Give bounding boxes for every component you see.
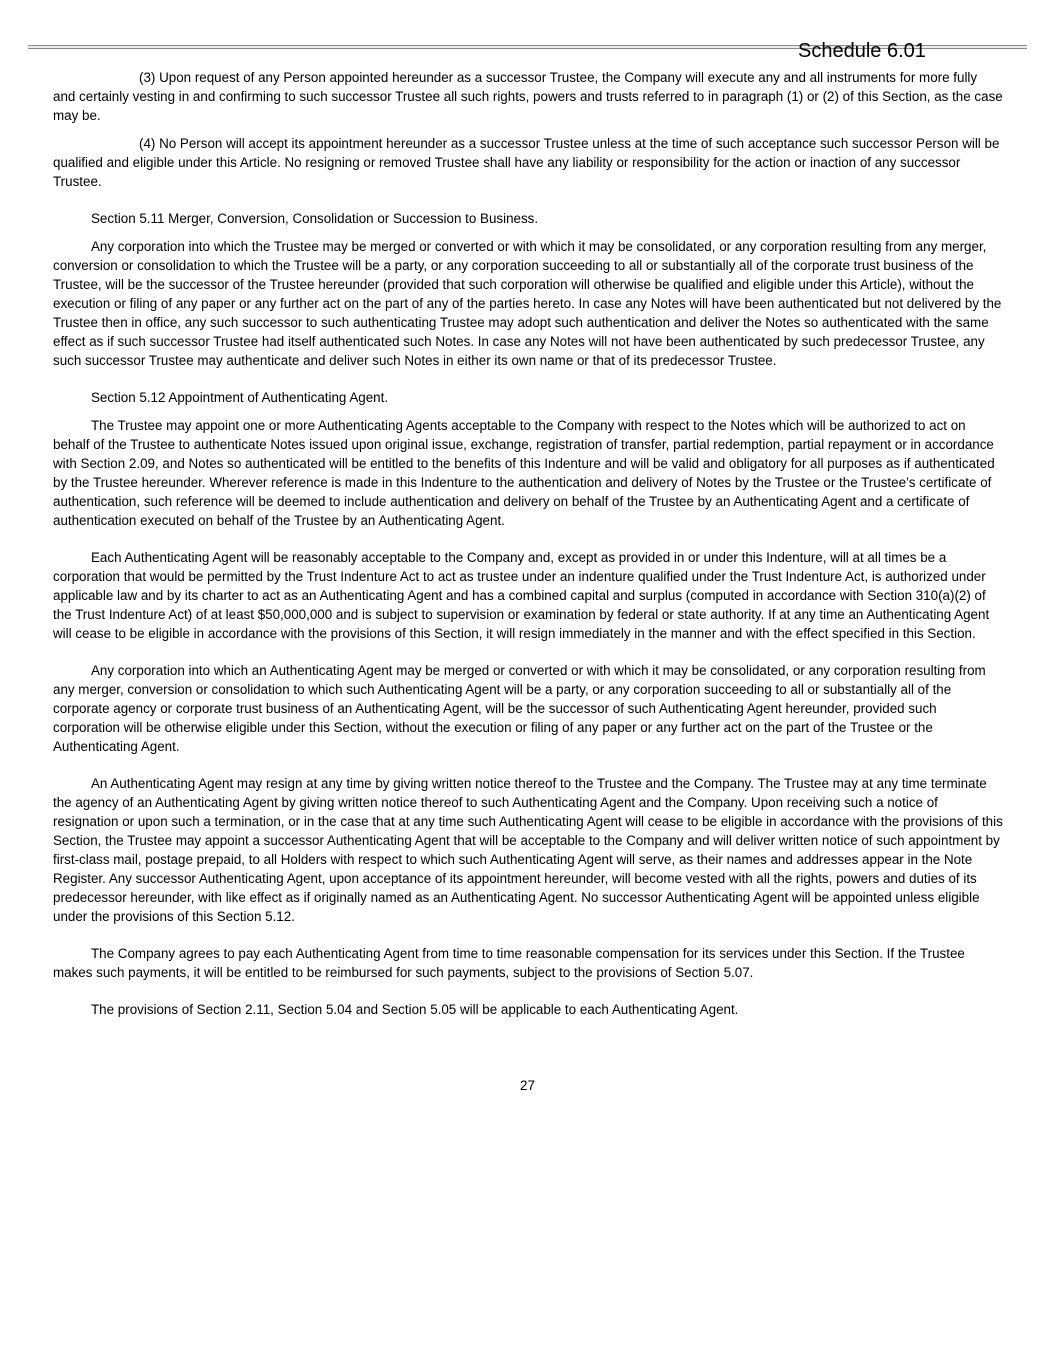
section-5-12-paragraph-6: The provisions of Section 2.11, Section 5.04 and Section 5.05 will be applicable to each Authenticating Agent. [91, 1002, 739, 1017]
document-body [53, 68, 1003, 1019]
paragraph-4: (4) No Person will accept its appointment hereunder as a successor Trustee unless at the time of such acceptance such successor Person will be qualified and eligible under this Article. No resigning or removed Trustee shall have any liability or responsibility for the action or inaction of any successor Trustee. [53, 136, 1000, 189]
section-5-12-paragraph-4: An Authenticating Agent may resign at any time by giving written notice thereof to the Trustee and the Company. The Trustee may at any time terminate the agency of an Authenticating Agent by giving written notice thereof to such Authenticating Agent and the Company. Upon receiving such a notice of resignation or upon such a termination, or in the case that at any time such Authenticating Agent will cease to be eligible in accordance with the provisions of this Section, the Trustee may appoint a successor Authenticating Agent that will be acceptable to the Company and will deliver written notice of such appointment by first-class mail, postage prepaid, to all Holders with respect to which such Authenticating Agent will serve, as their names and addresses appear in the Note Register. Any successor Authenticating Agent, upon acceptance of its appointment hereunder, will become vested with all the rights, powers and duties of its predecessor hereunder, with like effect as if originally named as an Authenticating Agent. No successor Authenticating Agent will be appointed unless eligible under the provisions of this Section 5.12. [53, 776, 1003, 924]
section-5-11-body: Any corporation into which the Trustee may be merged or converted or with which it may be consolidated, or any corporation resulting from any merger, conversion or consolidation to which the Trustee will be a party, or any corporation succeeding to all or substantially all of the corporate trust business of the Trustee, will be the successor of the Trustee hereunder (provided that such corporation will otherwise be qualified and eligible under this Article), without the execution or filing of any paper or any further act on the part of any of the parties hereto. In case any Notes will have been authenticated but not delivered by the Trustee then in office, any such successor to such authenticating Trustee may adopt such authentication and deliver the Notes so authenticated with the same effect as if such successor Trustee had itself authenticated such Notes. In case any Notes will not have been authenticated by such predecessor Trustee, any such successor Trustee may authenticate and deliver such Notes in either its own name or that of its predecessor Trustee. [53, 239, 1002, 368]
page-number: 27 [520, 1078, 535, 1093]
section-5-11-heading: Section 5.11 Merger, Conversion, Consolidation or Succession to Business. [91, 211, 539, 226]
section-5-12-paragraph-5: The Company agrees to pay each Authenticating Agent from time to time reasonable compensation for its services under this Section. If the Trustee makes such payments, it will be entitled to be reimbursed for such payments, subject to the provisions of Section 5.07. [53, 946, 965, 980]
section-5-12-paragraph-3: Any corporation into which an Authenticating Agent may be merged or converted or with which it may be consolidated, or any corporation resulting from any merger, conversion or consolidation to which such Authenticating Agent will be a party, or any corporation succeeding to all or substantially all of the corporate agency or corporate trust business of an Authenticating Agent, will be the successor of such Authenticating Agent hereunder, provided such corporation will be otherwise eligible under this Section, without the execution or filing of any paper or any further act on the part of the Trustee or the Authenticating Agent. [53, 663, 986, 754]
schedule-label: Schedule 6.01 [798, 40, 926, 62]
paragraph-3: (3) Upon request of any Person appointed hereunder as a successor Trustee, the Company will execute any and all instruments for more fully and certainly vesting in and confirming to such successor Trustee all such rights, powers and trusts referred to in paragraph (1) or (2) of this Section, as the case may be. [53, 70, 1003, 123]
section-5-12-paragraph-2: Each Authenticating Agent will be reasonably acceptable to the Company and, except as provided in or under this Indenture, will at all times be a corporation that would be permitted by the Trust Indenture Act to act as trustee under an indenture qualified under the Trust Indenture Act, is authorized under applicable law and by its charter to act as an Authenticating Agent and has a combined capital and surplus (computed in accordance with Section 310(a)(2) of the Trust Indenture Act) of at least $50,000,000 and is subject to supervision or examination by federal or state authority. If at any time an Authenticating Agent will cease to be eligible in accordance with the provisions of this Section, it will resign immediately in the manner and with the effect specified in this Section. [53, 550, 990, 641]
section-5-12-heading: Section 5.12 Appointment of Authenticating Agent. [91, 390, 389, 405]
section-5-12-paragraph-1: The Trustee may appoint one or more Authenticating Agents acceptable to the Company with respect to the Notes which will be authorized to act on behalf of the Trustee to authenticate Notes issued upon original issue, exchange, registration of transfer, partial redemption, partial repayment or in accordance with Section 2.09, and Notes so authenticated will be entitled to the benefits of this Indenture and will be valid and obligatory for all purposes as if authenticated by the Trustee hereunder. Wherever reference is made in this Indenture to the authentication and delivery of Notes by the Trustee or the Trustee’s certificate of authentication, such reference will be deemed to include authentication and delivery on behalf of the Trustee by an Authenticating Agent and a certificate of authentication executed on behalf of the Trustee by an Authenticating Agent. [53, 418, 995, 528]
